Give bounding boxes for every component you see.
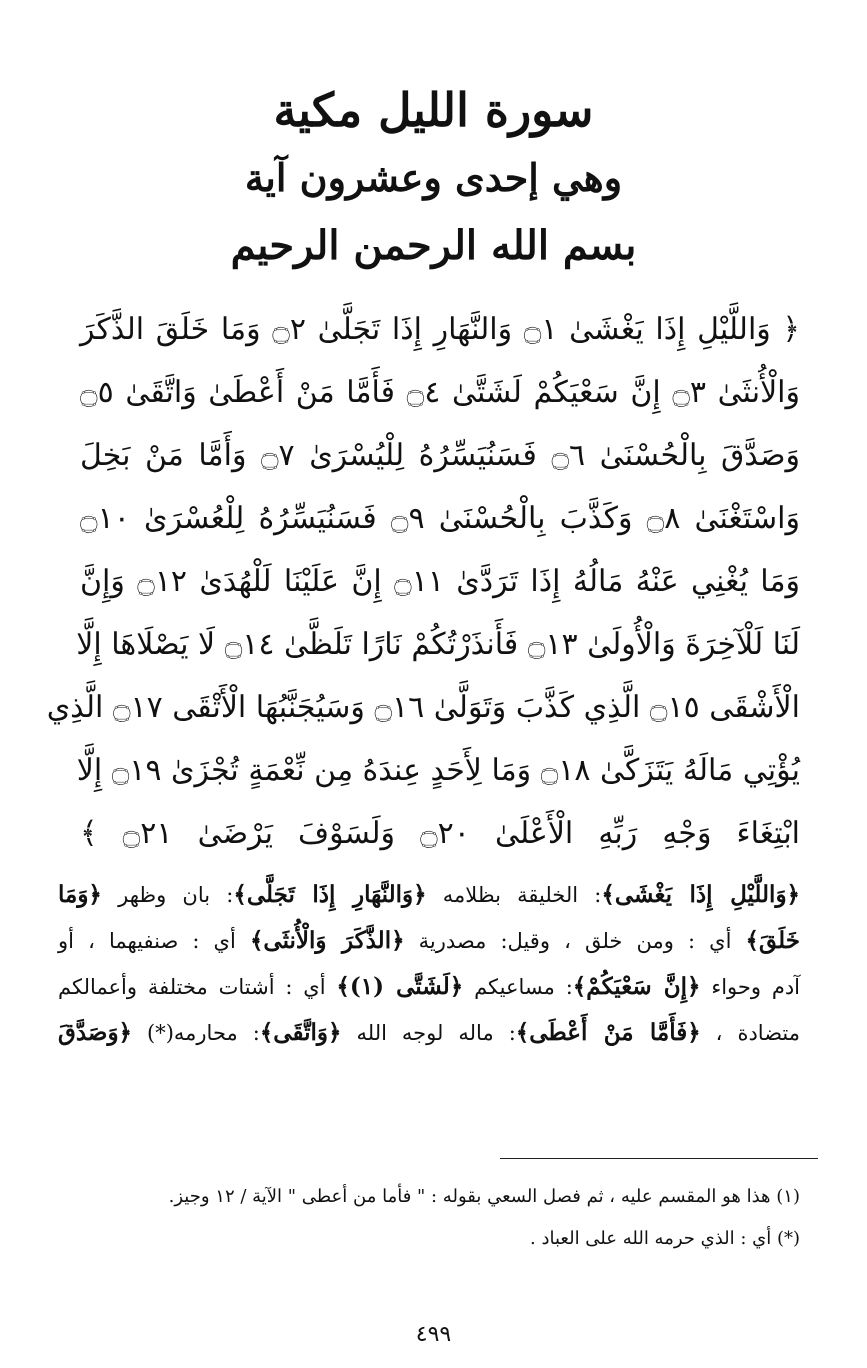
quoted-verse: ﴿وَصَدَّقَ <box>58 1019 133 1046</box>
quoted-verse: ﴿وَمَا <box>58 881 102 908</box>
verse-line: وَصَدَّقَ بِالْحُسْنَىٰ ۝٦ فَسَنُيَسِّرُهُ لِلْيُسْرَىٰ ۝٧ وَأَمَّا مَنْ بَخِلَ <box>80 438 801 473</box>
commentary-text: أي : أشتات مختلفة وأعمالكم <box>58 975 337 999</box>
commentary-text: : ماله لوجه الله <box>341 1021 516 1045</box>
quoted-verse: ﴿وَاللَّيْلِ إِذَا يَغْشَى﴾ <box>601 881 801 908</box>
quoted-verse: ﴿فَأَمَّا مَنْ أَعْطَى﴾ <box>515 1019 701 1046</box>
surah-verse-count: وهي إحدى وعشرون آية <box>244 155 623 200</box>
verse-line: وَاسْتَغْنَىٰ ۝٨ وَكَذَّبَ بِالْحُسْنَىٰ ۝٩ فَسَنُيَسِّرُهُ لِلْعُسْرَىٰ ۝١٠ <box>80 501 801 536</box>
quoted-verse: ﴿الذَّكَرَ وَالْأُنثَى﴾ <box>249 927 405 954</box>
commentary-text: : الخليقة بظلامه <box>426 883 602 907</box>
commentary-text: متضادة ، <box>700 1021 800 1045</box>
basmala: بسم الله الرحمن الرحيم <box>230 222 637 269</box>
verse-line: وَالْأُنثَىٰ ۝٣ إِنَّ سَعْيَكُمْ لَشَتَّىٰ ۝٤ فَأَمَّا مَنْ أَعْطَىٰ وَاتَّقَىٰ ۝٥ <box>80 375 801 410</box>
commentary-text: آدم وحواء <box>700 975 801 999</box>
commentary-text: : محارمه(*) <box>132 1021 260 1045</box>
footnotes <box>58 1176 800 1260</box>
commentary-text: أي : ومن خلق ، وقيل: مصدرية <box>404 929 746 953</box>
quoted-verse: ﴿وَاتَّقَى﴾ <box>259 1019 342 1046</box>
commentary-line <box>58 918 800 964</box>
surah-title: سورة الليل مكية <box>273 83 594 137</box>
commentary-text: : بان وظهر <box>101 883 234 907</box>
quoted-verse: خَلَقَ﴾ <box>745 927 801 954</box>
footnote: (١) هذا هو المقسم عليه ، ثم فصل السعي بقوله : " فأما من أعطى " الآية / ١٢ وجيز. <box>168 1186 800 1207</box>
verse-line: يُؤْتِي مَالَهُ يَتَزَكَّىٰ ۝١٨ وَمَا لِأَحَدٍ عِندَهُ مِن نِّعْمَةٍ تُجْزَىٰ ۝١٩ إِلَّا <box>76 753 800 788</box>
footnote: (*) أي : الذي حرمه الله على العباد . <box>530 1228 800 1249</box>
footnote-divider <box>500 1158 818 1159</box>
quran-verses <box>46 298 801 865</box>
verse-line: ابْتِغَاءَ وَجْهِ رَبِّهِ الْأَعْلَىٰ ۝٢٠ وَلَسَوْفَ يَرْضَىٰ ۝٢١ ﴾ <box>80 816 800 851</box>
quoted-verse: ﴿وَالنَّهَارِ إِذَا تَجَلَّى﴾ <box>233 881 427 908</box>
commentary-text: : مساعيكم <box>463 975 573 999</box>
commentary-text: أي : صنفيهما ، أو <box>58 929 250 953</box>
verse-line: لَنَا لَلْآخِرَةَ وَالْأُولَىٰ ۝١٣ فَأَنذَرْتُكُمْ نَارًا تَلَظَّىٰ ۝١٤ لَا يَصْلَاهَا إِلَّا <box>76 627 800 662</box>
commentary-line <box>58 964 800 1010</box>
verse-line: وَمَا يُغْنِي عَنْهُ مَالُهُ إِذَا تَرَدَّىٰ ۝١١ إِنَّ عَلَيْنَا لَلْهُدَىٰ ۝١٢ وَإِنَّ <box>80 564 801 599</box>
verse-line: الْأَشْقَى ۝١٥ الَّذِي كَذَّبَ وَتَوَلَّىٰ ۝١٦ وَسَيُجَنَّبُهَا الْأَتْقَى ۝١٧ الَّذِي <box>46 690 800 725</box>
commentary-line <box>58 872 800 918</box>
page-number: ٤٩٩ <box>415 1322 452 1347</box>
verse-line: ﴿ وَاللَّيْلِ إِذَا يَغْشَىٰ ۝١ وَالنَّهَارِ إِذَا تَجَلَّىٰ ۝٢ وَمَا خَلَقَ الذَّكَرَ <box>80 312 801 347</box>
tafsir-commentary <box>58 872 800 1056</box>
quoted-verse: ﴿لَشَتَّى (١)﴾ <box>336 973 464 1000</box>
commentary-line <box>58 1010 800 1056</box>
quoted-verse: ﴿إِنَّ سَعْيَكُمْ﴾ <box>572 973 701 1000</box>
